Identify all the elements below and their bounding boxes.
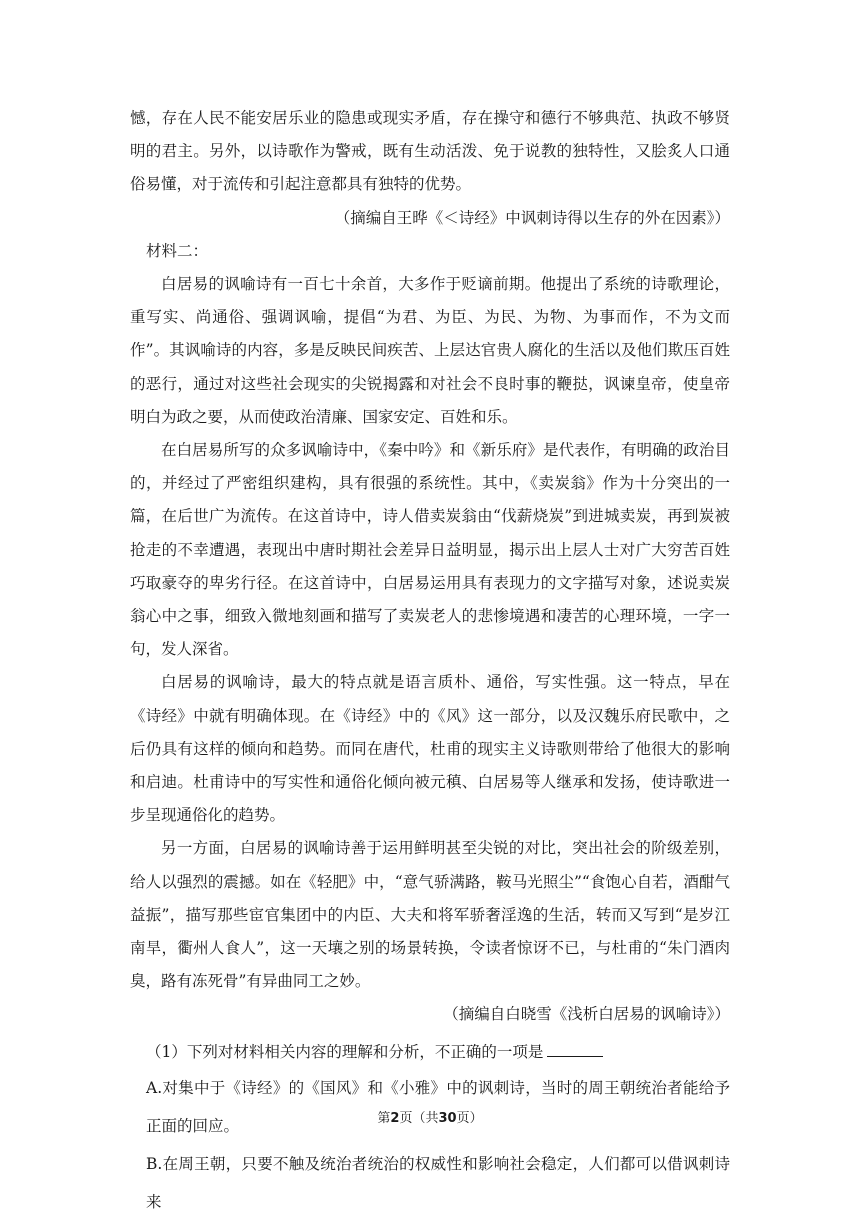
- paragraph-4: 白居易的讽喻诗，最大的特点就是语言质朴、通俗，写实性强。这一特点，早在《诗经》中就有明确体现。在《诗经》中的《风》这一部分，以及汉魏乐府民歌中，之后仍具有这样的倾向和趋势。而同在唐代，杜甫的现实主义诗歌则带给了他很大的影响和启迪。杜甫诗中的写实性和通俗化倾向被元稹、白居易等人继承和发扬，使诗歌进一步呈现通俗化的趋势。: [130, 673, 730, 825]
- answer-blank[interactable]: [547, 1040, 603, 1057]
- source-citation-1: （摘编自王晔《＜诗经》中讽刺诗得以生存的外在因素》）: [334, 208, 730, 227]
- footer-page-number: 2: [390, 1111, 400, 1126]
- paragraph-5: 另一方面，白居易的讽喻诗善于运用鲜明甚至尖锐的对比，突出社会的阶级差别，给人以强烈的震撼。如在《轻肥》中，“意气骄满路，鞍马光照尘”“食饱心自若，酒酣气益振”，描写那些宦官集团中的内臣、大夫和将军骄奢淫逸的生活，转而又写到“是岁江南旱，衢州人食人”，这一天壤之别的场景转换，令读者惊讶不已，与杜甫的“朱门酒肉臭，路有冻死骨”有异曲同工之妙。: [130, 839, 730, 991]
- footer-prefix: 第: [377, 1111, 391, 1126]
- footer-suffix: 页）: [456, 1111, 483, 1126]
- page-footer: [0, 1109, 860, 1129]
- document-body: [130, 102, 730, 1221]
- paragraph-3: 在白居易所写的众多讽喻诗中，《秦中吟》和《新乐府》是代表作，有明确的政治目的，并经过了严密组织建构，具有很强的系统性。其中，《卖炭翁》作为十分突出的一篇，在后世广为流传。在这首诗中，诗人借卖炭翁由“伐薪烧炭”到进城卖炭，再到炭被抢走的不幸遭遇，表现出中唐时期社会差异日益明显，揭示出上层人士对广大穷苦百姓巧取豪夺的卑劣行径。在这首诗中，白居易运用具有表现力的文字描写对象，述说卖炭翁心中之事，细致入微地刻画和描写了卖炭老人的悲惨境遇和凄苦的心理环境，一字一句，发人深省。: [130, 441, 730, 659]
- paragraph-2: 白居易的讽喻诗有一百七十余首，大多作于贬谪前期。他提出了系统的诗歌理论，重写实、尚通俗、强调讽喻，提倡“为君、为臣、为民、为物、为事而作，不为文而作”。其讽喻诗的内容，多是反映民间疾苦、上层达官贵人腐化的生活以及他们欺压百姓的恶行，通过对这些社会现实的尖锐揭露和对社会不良时事的鞭挞，讽谏皇帝，使皇帝明白为政之要，从而使政治清廉、国家安定、百姓和乐。: [130, 275, 730, 426]
- question-stem: [130, 1036, 730, 1069]
- footer-middle: 页（共: [399, 1111, 439, 1126]
- option-b: B.在周王朝，只要不触及统治者统治的权威性和影响社会稳定，人们都可以借讽刺诗来: [146, 1154, 730, 1211]
- paragraph-1: 憾，存在人民不能安居乐业的隐患或现实矛盾，存在操守和德行不够典范、执政不够贤明的君主。另外，以诗歌作为警戒，既有生动活泼、免于说教的独特性，又脍炙人口通俗易懂，对于流传和引起注意都具有独特的优势。: [130, 109, 730, 194]
- option-a: A.对集中于《诗经》的《国风》和《小雅》中的讽刺诗，当时的周王朝统治者能给予正面的回应。: [146, 1078, 730, 1135]
- material-2-label: 材料二：: [146, 241, 209, 260]
- source-citation-2: （摘编自白晓雪《浅析白居易的讽喻诗》）: [443, 1005, 730, 1024]
- question-stem-text: （1）下列对材料相关内容的理解和分析，不正确的一项是: [146, 1042, 544, 1061]
- footer-total-pages: 30: [438, 1111, 457, 1126]
